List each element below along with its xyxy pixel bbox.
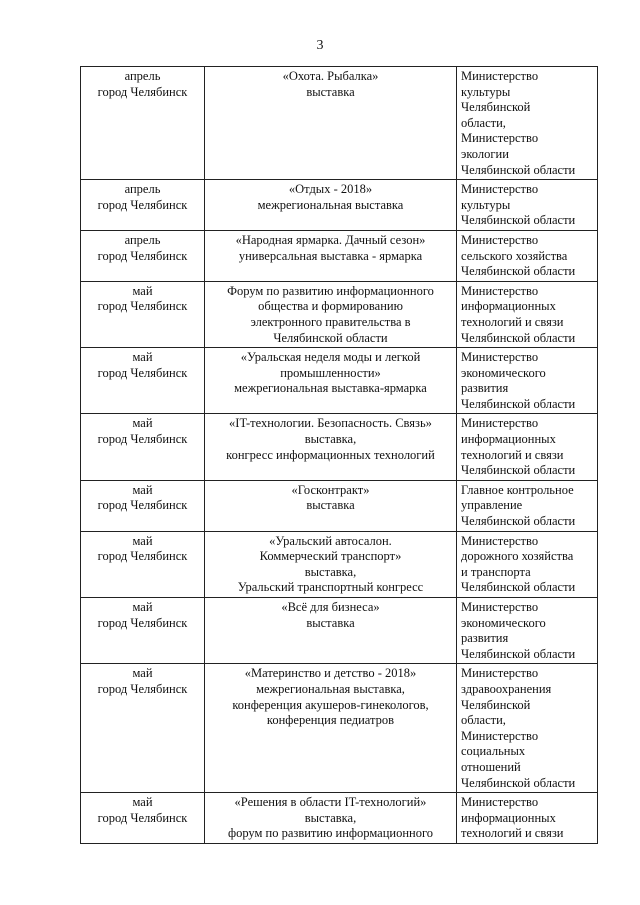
- event-cell-line: «Материнство и детство - 2018»: [244, 666, 417, 681]
- date-cell-line: город Челябинск: [97, 365, 188, 380]
- event-cell-line: конференция педиатров: [266, 713, 395, 728]
- event-cell-line: «Народная ярмарка. Дачный сезон»: [235, 232, 426, 247]
- organizer-cell-line: технологий и связи: [461, 314, 564, 329]
- organizer-cell-line: дорожного хозяйства: [461, 549, 574, 564]
- events-table-body: [81, 67, 598, 844]
- event-cell-line: выставка,: [304, 564, 357, 579]
- event-cell-line: конференция акушеров-гинекологов,: [232, 697, 429, 712]
- organizer-cell-line: информационных: [461, 810, 556, 825]
- date-cell: [81, 480, 205, 531]
- organizer-cell-line: информационных: [461, 299, 556, 314]
- date-cell: [81, 414, 205, 480]
- organizer-cell: [457, 480, 598, 531]
- organizer-cell-line: Челябинской области: [461, 330, 576, 345]
- organizer-cell-line: культуры: [461, 84, 511, 99]
- event-cell-line: промышленности»: [280, 365, 381, 380]
- organizer-cell: [457, 180, 598, 231]
- date-cell-line: май: [132, 533, 153, 548]
- organizer-cell-line: Министерство: [461, 795, 539, 810]
- event-cell-line: выставка: [306, 615, 355, 630]
- date-cell: [81, 230, 205, 281]
- date-cell-line: май: [132, 666, 153, 681]
- organizer-cell-line: экономического: [461, 365, 546, 380]
- event-cell-line: универсальная выставка - ярмарка: [238, 248, 423, 263]
- table-row: [81, 793, 598, 844]
- organizer-cell-line: отношений: [461, 759, 521, 774]
- event-cell-line: межрегиональная выставка-ярмарка: [234, 381, 427, 396]
- date-cell-line: город Челябинск: [97, 197, 188, 212]
- event-cell-line: «Всё для бизнеса»: [281, 600, 380, 614]
- date-cell-line: май: [132, 795, 153, 810]
- event-cell-line: Челябинской области: [273, 330, 388, 345]
- organizer-cell-line: Министерство: [461, 728, 539, 743]
- organizer-cell-line: развития: [461, 631, 509, 646]
- organizer-cell-line: Челябинской области: [461, 514, 576, 529]
- organizer-cell-line: Челябинской области: [461, 213, 576, 228]
- table-row: [81, 480, 598, 531]
- organizer-cell-line: экономического: [461, 615, 546, 630]
- organizer-cell-line: развития: [461, 381, 509, 396]
- event-cell: [205, 664, 457, 793]
- date-cell-line: май: [132, 482, 153, 497]
- organizer-cell: [457, 230, 598, 281]
- organizer-cell-line: Челябинской области: [461, 162, 576, 177]
- date-cell: [81, 281, 205, 347]
- organizer-cell-line: сельского хозяйства: [461, 248, 568, 263]
- date-cell: [81, 348, 205, 414]
- table-row: [81, 67, 598, 180]
- organizer-cell-line: экологии: [461, 146, 509, 161]
- date-cell: [81, 180, 205, 231]
- event-cell: [205, 598, 457, 664]
- organizer-cell: [457, 281, 598, 347]
- event-cell-line: «Уральский автосалон.: [269, 533, 392, 548]
- table-row: [81, 281, 598, 347]
- organizer-cell-line: управление: [461, 498, 523, 513]
- organizer-cell-line: здравоохранения: [461, 681, 552, 696]
- event-cell-line: Форум по развитию информационного: [227, 283, 434, 298]
- organizer-cell-line: культуры: [461, 197, 511, 212]
- date-cell: [81, 793, 205, 844]
- event-cell-line: «IT-технологии. Безопасность. Связь»: [229, 416, 432, 431]
- event-cell-line: общества и формированию: [258, 299, 403, 314]
- date-cell-line: май: [132, 416, 153, 431]
- event-cell-line: форум по развитию информационного: [227, 826, 434, 841]
- organizer-cell-line: информационных: [461, 432, 556, 447]
- date-cell-line: май: [132, 600, 153, 614]
- date-cell-line: город Челябинск: [97, 615, 188, 630]
- organizer-cell-line: Главное контрольное: [461, 482, 574, 497]
- table-row: [81, 531, 598, 597]
- organizer-cell-line: Министерство: [461, 182, 539, 197]
- organizer-cell: [457, 598, 598, 664]
- organizer-cell-line: Министерство: [461, 533, 539, 548]
- date-cell-line: город Челябинск: [97, 498, 188, 513]
- organizer-cell-line: Министерство: [461, 350, 539, 365]
- organizer-cell-line: области,: [461, 115, 506, 130]
- event-cell: [205, 180, 457, 231]
- date-cell: [81, 67, 205, 180]
- table-row: [81, 230, 598, 281]
- organizer-cell: [457, 414, 598, 480]
- organizer-cell-line: Министерство: [461, 69, 539, 83]
- event-cell: [205, 67, 457, 180]
- date-cell-line: город Челябинск: [97, 299, 188, 314]
- event-cell: [205, 414, 457, 480]
- organizer-cell-line: Министерство: [461, 600, 539, 614]
- organizer-cell: [457, 348, 598, 414]
- organizer-cell-line: социальных: [461, 744, 526, 759]
- table-row: [81, 664, 598, 793]
- event-cell-line: «Охота. Рыбалка»: [282, 69, 379, 83]
- date-cell-line: город Челябинск: [97, 549, 188, 564]
- organizer-cell-line: Министерство: [461, 666, 539, 681]
- table-row: [81, 348, 598, 414]
- organizer-cell: [457, 67, 598, 180]
- date-cell: [81, 664, 205, 793]
- date-cell-line: апрель: [124, 182, 161, 197]
- event-cell: [205, 531, 457, 597]
- table-row: [81, 180, 598, 231]
- table-row: [81, 414, 598, 480]
- table-row: [81, 598, 598, 664]
- date-cell-line: город Челябинск: [97, 248, 188, 263]
- organizer-cell-line: Челябинской области: [461, 264, 576, 279]
- organizer-cell-line: Челябинской: [461, 697, 531, 712]
- organizer-cell: [457, 793, 598, 844]
- organizer-cell-line: и транспорта: [461, 564, 531, 579]
- date-cell-line: май: [132, 350, 153, 365]
- date-cell-line: апрель: [124, 232, 161, 247]
- event-cell: [205, 230, 457, 281]
- event-cell-line: межрегиональная выставка: [257, 197, 404, 212]
- organizer-cell-line: технологий и связи: [461, 826, 564, 841]
- event-cell-line: Уральский транспортный конгресс: [237, 580, 424, 595]
- organizer-cell: [457, 664, 598, 793]
- event-cell-line: Коммерческий транспорт»: [259, 549, 402, 564]
- event-cell-line: выставка: [306, 84, 355, 99]
- date-cell-line: город Челябинск: [97, 432, 188, 447]
- organizer-cell-line: Министерство: [461, 232, 539, 247]
- event-cell-line: электронного правительства в: [250, 314, 411, 329]
- event-cell-line: межрегиональная выставка,: [256, 681, 405, 696]
- page-number: 3: [316, 38, 324, 53]
- organizer-cell-line: Челябинской: [461, 100, 531, 115]
- organizer-cell-line: Челябинской области: [461, 646, 576, 661]
- date-cell: [81, 531, 205, 597]
- date-cell-line: апрель: [124, 69, 161, 83]
- date-cell-line: город Челябинск: [97, 810, 188, 825]
- event-cell-line: конгресс информационных технологий: [226, 447, 435, 462]
- events-table: [80, 66, 598, 844]
- event-cell-line: выставка,: [304, 810, 357, 825]
- organizer-cell-line: области,: [461, 713, 506, 728]
- event-cell-line: выставка: [306, 498, 355, 513]
- date-cell-line: город Челябинск: [97, 84, 188, 99]
- organizer-cell-line: Министерство: [461, 416, 539, 431]
- event-cell-line: «Уральская неделя моды и легкой: [240, 350, 421, 365]
- event-cell: [205, 480, 457, 531]
- event-cell-line: «Решения в области IT-технологий»: [234, 795, 427, 810]
- event-cell: [205, 281, 457, 347]
- organizer-cell-line: Министерство: [461, 131, 539, 146]
- organizer-cell-line: Челябинской области: [461, 775, 576, 790]
- organizer-cell: [457, 531, 598, 597]
- organizer-cell-line: Челябинской области: [461, 396, 576, 411]
- event-cell: [205, 348, 457, 414]
- organizer-cell-line: Челябинской области: [461, 580, 576, 595]
- organizer-cell-line: технологий и связи: [461, 447, 564, 462]
- date-cell-line: май: [132, 283, 153, 298]
- event-cell-line: «Госконтракт»: [291, 482, 370, 497]
- event-cell: [205, 793, 457, 844]
- date-cell-line: город Челябинск: [97, 681, 188, 696]
- organizer-cell-line: Челябинской области: [461, 463, 576, 478]
- event-cell-line: выставка,: [304, 432, 357, 447]
- event-cell-line: «Отдых - 2018»: [288, 182, 373, 197]
- date-cell: [81, 598, 205, 664]
- organizer-cell-line: Министерство: [461, 283, 539, 298]
